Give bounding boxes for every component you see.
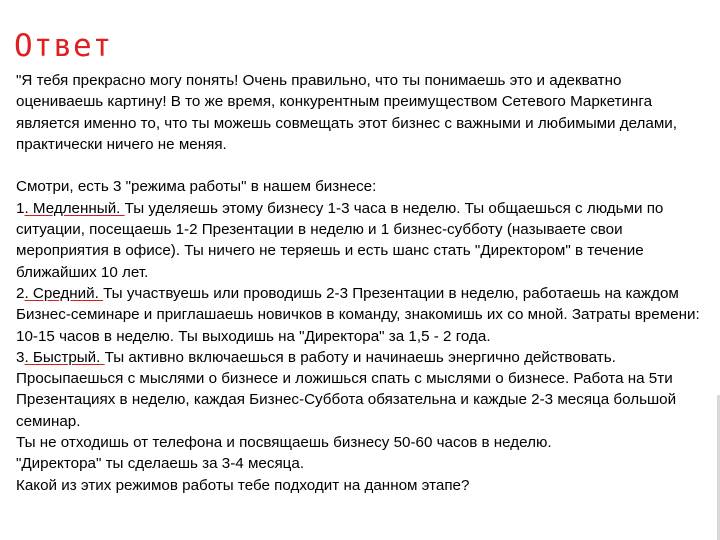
mode-name: . Средний. — [24, 284, 104, 302]
mode-description: Ты активно включаешься в работу и начинаешь энергично действовать. Просыпаешься с мыслями о бизнесе и ложишься спать с мыслями о бизнесе. Работа на 5ти Презентациях в неделю, каждая Бизнес-Суббота обязательна и каждые 2-3 месяца большой семинар. — [16, 348, 677, 430]
mode-number: 2 — [16, 284, 25, 302]
closing-question: Какой из этих режимов работы тебе подходит на данном этапе? — [16, 476, 470, 494]
paragraph-spacer — [16, 155, 706, 176]
mode-slow — [16, 198, 706, 283]
mode-number: 3 — [16, 348, 25, 366]
mode-medium — [16, 283, 706, 347]
slide-title: Ответ — [14, 28, 113, 64]
mode-fast — [16, 347, 706, 432]
modes-intro: Смотри, есть 3 "режима работы" в нашем бизнесе: — [16, 178, 377, 196]
mode-name: . Быстрый. — [24, 348, 105, 366]
director-line: "Директора" ты сделаешь за 3-4 месяца. — [16, 455, 305, 473]
mode-name: . Медленный. — [24, 199, 125, 217]
mode-number: 1 — [16, 199, 25, 217]
intro-paragraph: "Я тебя прекрасно могу понять! Очень правильно, что ты понимаешь это и адекватно оцениваешь картину! В то же время, конкурентным преимуществом Сетевого Маркетинга является именно то, что ты можешь совмещать этот бизнес с важными и любимыми делами, практически ничего не меняя. — [16, 72, 678, 153]
phone-line: Ты не отходишь от телефона и посвящаешь бизнесу 50-60 часов в неделю. — [16, 434, 552, 452]
mode-description: Ты уделяешь этому бизнесу 1-3 часа в неделю. Ты общаешься с людьми по ситуации, посещаешь 1-2 Презентации в неделю и 1 бизнес-субботу (называете свои мероприятия в офисе). Ты ничего не теряешь и есть шанс стать "Директором" в течение ближайших 10 лет. — [16, 199, 664, 281]
slide-body — [16, 70, 706, 496]
mode-description: Ты участвуешь или проводишь 2-3 Презентации в неделю, работаешь на каждом Бизнес-семинаре и приглашаешь новичков в команду, знакомишь их со мной. Затраты времени: 10-15 часов в неделю. Ты выходишь на "Директора" за 1,5 - 2 года. — [16, 284, 700, 345]
